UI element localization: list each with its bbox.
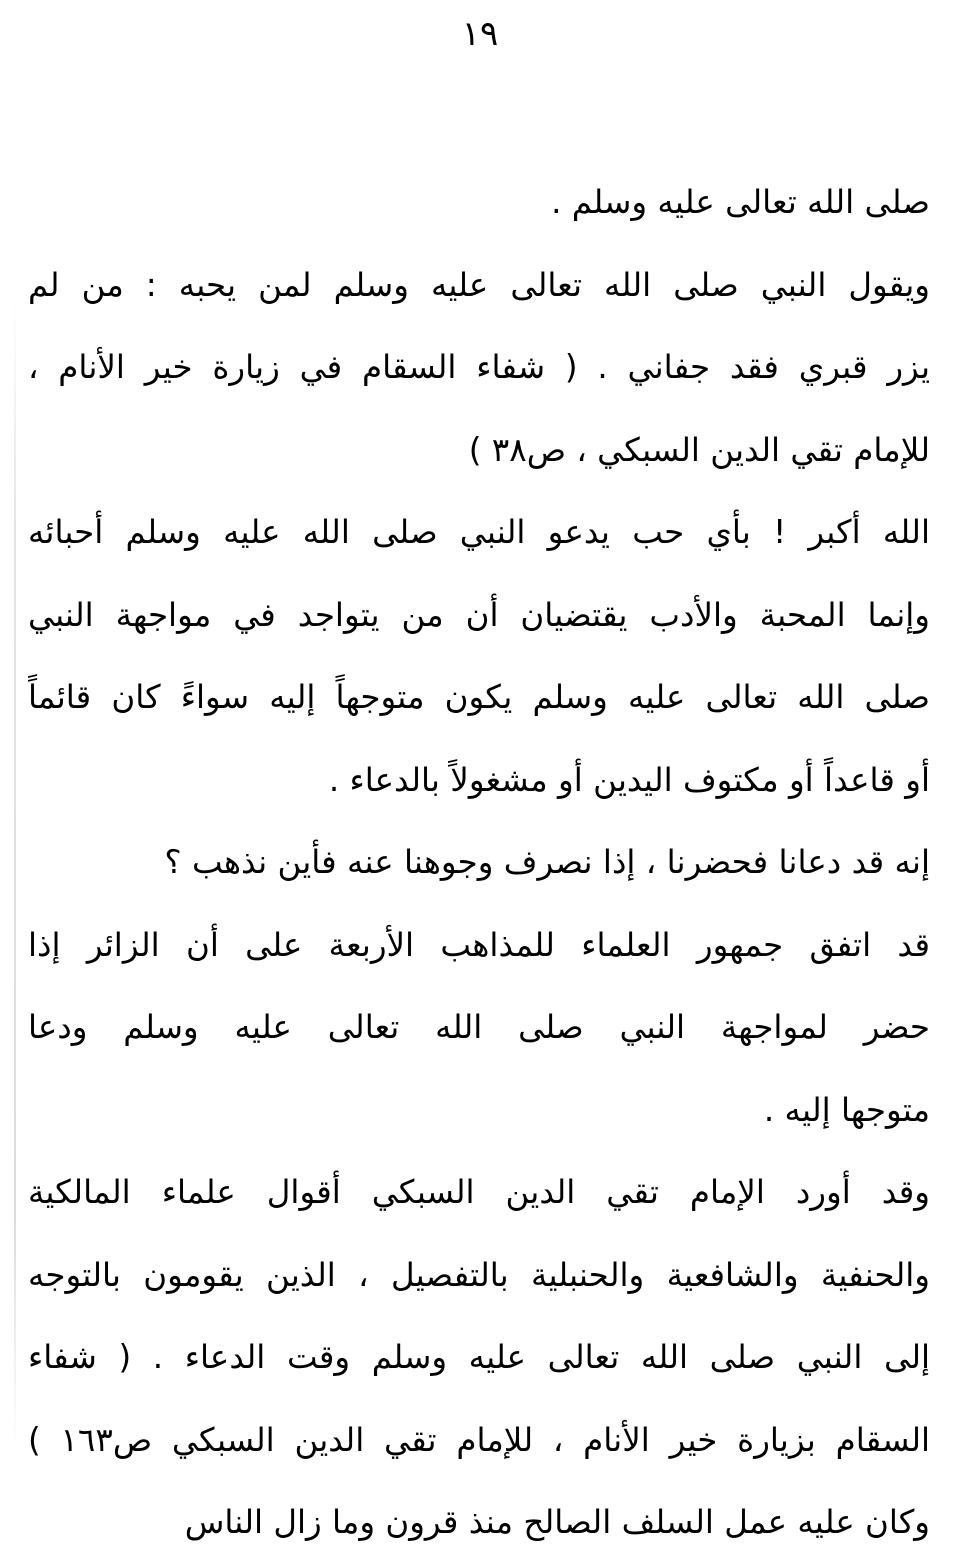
text-line: قد اتفق جمهور العلماء للمذاهب الأربعة على أن الزائر إذا [28, 925, 930, 964]
text-line: الله أكبر ! بأي حب يدعو النبي صلى الله عليه وسلم أحبائه [28, 513, 930, 551]
text-line: يزر قبري فقد جفاني . ( شفاء السقام في زيارة خير الأنام ، [28, 348, 930, 386]
text-line: إنه قد دعانا فحضرنا ، إذا نصرف وجوهنا عنه فأين نذهب ؟ [164, 843, 930, 881]
text-line: إلى النبي صلى الله تعالى عليه وسلم وقت الدعاء . ( شفاء [28, 1338, 930, 1376]
text-line: ويقول النبي صلى الله تعالى عليه وسلم لمن يحبه : من لم [28, 265, 930, 304]
text-line: للإمام تقي الدين السبكي ، ص٣٨ ) [468, 430, 930, 469]
text-line: وإنما المحبة والأدب يقتضيان أن من يتواجد في مواجهة النبي [28, 595, 930, 634]
text-line: والحنفية والشافعية والحنبلية بالتفصيل ، الذين يقومون بالتوجه [28, 1255, 930, 1294]
page-number: ١٩ [461, 14, 499, 54]
body-text [28, 178, 930, 1560]
text-line: صلى الله تعالى عليه وسلم يكون متوجهاً إليه سواءً كان قائماً [28, 678, 930, 716]
text-line: حضر لمواجهة النبي صلى الله تعالى عليه وسلم ودعا [28, 1008, 930, 1046]
text-line: وكان عليه عمل السلف الصالح منذ قرون وما زال الناس [184, 1503, 930, 1541]
text-line: أو قاعداً أو مكتوف اليدين أو مشغولاً بالدعاء . [328, 760, 930, 799]
text-line: وقد أورد الإمام تقي الدين السبكي أقوال علماء المالكية [28, 1173, 930, 1211]
text-line: متوجها إليه . [763, 1090, 930, 1129]
text-line: صلى الله تعالى عليه وسلم . [551, 183, 930, 221]
text-line: السقام بزيارة خير الأنام ، للإمام تقي الدين السبكي ص١٦٣ ) [28, 1420, 930, 1459]
scan-edge-shadow [14, 300, 16, 1450]
